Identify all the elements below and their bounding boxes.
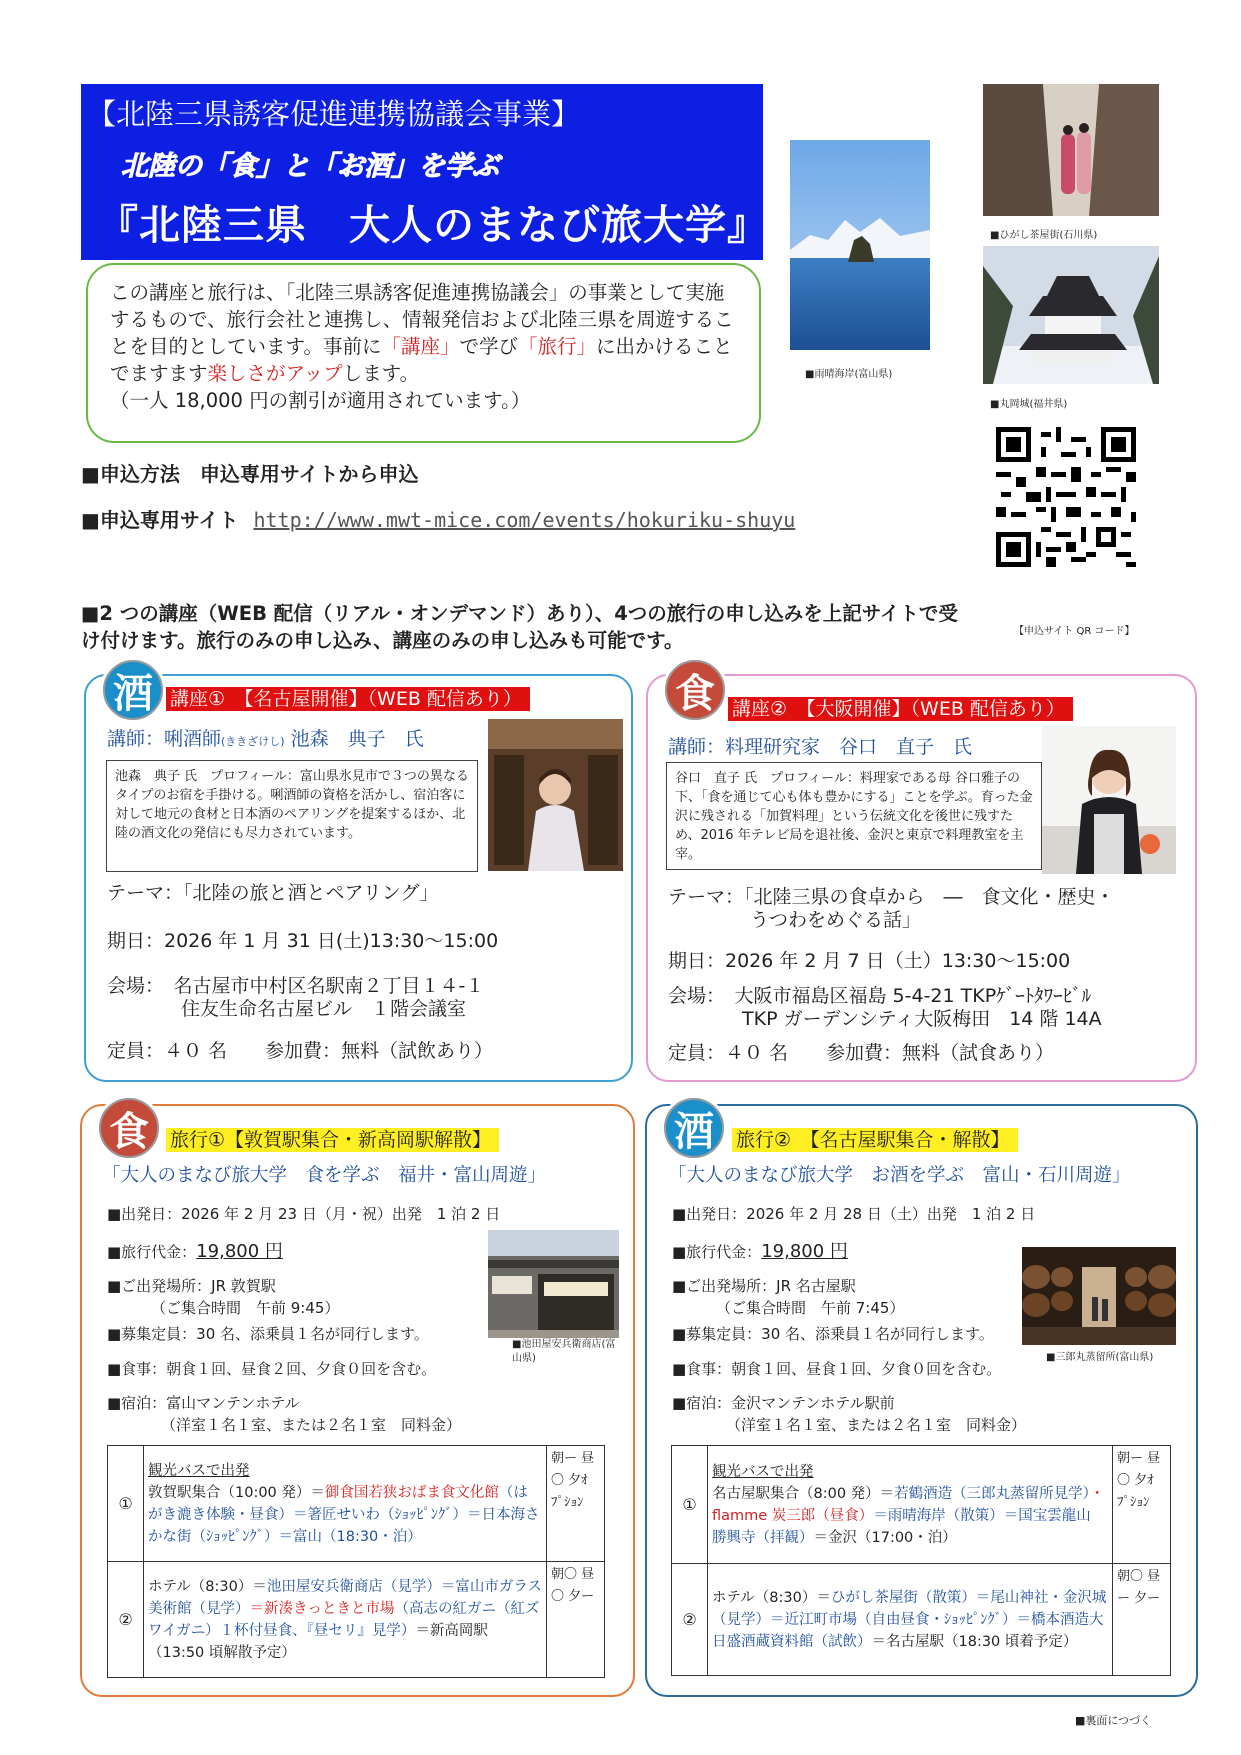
banner-line1: 【北陸三県誘客促進連携協議会事業】 — [87, 97, 581, 131]
intro-text-3: に出かけることでますます — [110, 335, 733, 385]
intro-text-4: します。 — [342, 362, 420, 385]
lecture1-date: 期日：2026 年 1 月 31 日(土)13:30～15:00 — [107, 930, 499, 952]
table-row: ① 観光バスで出発 名古屋駅集合（8:00 発）＝若鶴酒造（三郎丸蒸留所見学）・ flamme 炭三郎（昼食）＝雨晴海岸（散策）＝国宝雲龍山 勝興寺（拝観）＝金沢（17:00・泊） 朝ー 昼〇 夕ｵﾌﾟｼｮﾝ — [672, 1446, 1171, 1564]
table-row: ② ホテル（8:30）＝ひがし茶屋街（散策）＝尾山神社・金沢城（見学）＝近江町市場（自由昼食・ｼｮｯﾋﾟﾝｸﾞ）＝橋本酒造大日盛酒蔵資料館（試飲）＝名古屋駅（18:30 頃着予定） 朝〇 昼ー 夕ー — [672, 1564, 1171, 1676]
tour1-price: ■旅行代金：19,800 円 — [107, 1241, 283, 1262]
lecture2-teacher: 講師：料理研究家 谷口 直子 氏 — [668, 736, 973, 758]
intro-highlight-fun: 楽しさがアップ — [207, 362, 343, 385]
tour1-subtitle: 「大人のまなび旅大学 食を学ぶ 福井・富山周遊」 — [102, 1165, 547, 1186]
lecture2-capacity: 定員：４０ 名 参加費：無料（試食あり） — [668, 1042, 1055, 1064]
footer-note: ■裏面につづく — [1075, 1714, 1152, 1727]
intro-highlight-tour: 「旅行」 — [517, 335, 596, 358]
tour1-hotel: ■宿泊：富山マンテンホテル （洋室１名１室、または２名１室 同料金） — [107, 1394, 462, 1434]
lecture1-teacher-photo — [488, 719, 623, 871]
tour1-meals: ■食事：朝食１回、昼食２回、夕食０回を含む。 — [107, 1360, 437, 1378]
tour2-depart: ■出発日：2026 年 2 月 28 日（土）出発 1 泊 2 日 — [672, 1205, 1036, 1223]
intro-text-1: この講座と旅行は、「北陸三県誘客促進連携協議会」の事業として実施するもので、旅行会社と連携し、情報発信および北陸三県を周遊することを目的としています。事前に — [110, 281, 734, 358]
lecture2-venue: 会場： 大阪市福島区福島 5-4-21 TKPｹﾞｰﾄﾀﾜｰﾋﾞﾙ TKP ガーデンシティ大阪梅田 14 階 14A — [668, 985, 1102, 1030]
tour1-photo — [488, 1230, 619, 1338]
lecture1-teacher: 講師：唎酒師(ききざけし) 池森 典子 氏 — [107, 728, 424, 750]
maruoka-photo — [983, 246, 1159, 384]
lecture2-date: 期日：2026 年 2 月 7 日（土）13:30～15:00 — [668, 950, 1071, 972]
maruoka-caption: ■丸岡城(福井県) — [990, 399, 1068, 410]
banner-title: 『北陸三県 大人のまなび旅大学』 — [97, 201, 769, 249]
food-icon: 食 — [96, 1095, 162, 1161]
tour2-schedule — [671, 1445, 1171, 1676]
lecture2-teacher-photo — [1042, 726, 1176, 874]
tour1-schedule — [107, 1445, 605, 1678]
lecture1-profile: 池森 典子 氏 プロフィール：富山県氷見市で３つの異なるタイプのお宿を手掛ける。唎酒師の資格を活かし、宿泊客に対して地元の食材と日本酒のペアリングを提案するほか、北陸の酒文化の発信にも尽力されています。 — [106, 760, 478, 872]
tour2-photo-caption: ■三郎丸蒸留所(富山県) — [1046, 1352, 1154, 1363]
lecture1-theme: テーマ：「北陸の旅と酒とペアリング」 — [107, 882, 439, 904]
apply-method: ■申込方法 申込専用サイトから申込 — [81, 462, 419, 486]
apply-site-label: ■申込専用サイト — [81, 508, 239, 532]
table-row: ① 観光バスで出発 敦賀駅集合（10:00 発）＝御食国若狭おばま食文化館（はがき漉き体験・昼食）＝箸匠せいわ（ｼｮｯﾋﾟﾝｸﾞ）＝日本海さかな街（ｼｮｯﾋﾟﾝｸﾞ）＝富山（18:30・泊） 朝ー 昼〇 夕ｵﾌﾟｼｮﾝ — [108, 1446, 605, 1562]
tour2-price: ■旅行代金：19,800 円 — [672, 1241, 848, 1262]
lecture1-title: 講座① 【名古屋開催】（WEB 配信あり） — [166, 684, 530, 711]
tour2-capacity: ■募集定員：30 名、添乗員１名が同行します。 — [672, 1325, 994, 1343]
sake-icon: 酒 — [661, 1095, 727, 1161]
lecture2-profile: 谷口 直子 氏 プロフィール：料理家である母 谷口雅子の下、「食を通じて心も体も豊かにする」ことを学ぶ。育った金沢に残される「加賀料理」という伝統文化を後世に残すため、2016 年テレビ局を退社後、金沢と東京で料理教室を主宰。 — [666, 762, 1042, 870]
lead-text: ■2 つの講座（WEB 配信（リアル・オンデマンド）あり）、4つの旅行の申し込みを上記サイトで受け付けます。旅行のみの申し込み、講座のみの申し込みも可能です。 — [81, 602, 958, 652]
intro-discount: （一人 18,000 円の割引が適用されています。） — [110, 389, 531, 412]
sake-icon: 酒 — [100, 657, 166, 723]
qr-caption: 【申込サイト QR コード】 — [1014, 626, 1135, 637]
tour1-photo-caption: ■池田屋安兵衛商店(富山県) — [512, 1339, 616, 1364]
banner-line2: 北陸の「食」と「お酒」を学ぶ — [121, 151, 499, 182]
tour1-title: 旅行①【敦賀駅集合・新高岡駅解散】 — [166, 1125, 499, 1152]
food-icon: 食 — [662, 657, 728, 723]
tour2-hotel: ■宿泊：金沢マンテンホテル駅前 （洋室１名１室、または２名１室 同料金） — [672, 1394, 1027, 1434]
lecture2-title: 講座② 【大阪開催】（WEB 配信あり） — [728, 694, 1073, 721]
tour1-capacity: ■募集定員：30 名、添乗員１名が同行します。 — [107, 1325, 429, 1343]
intro-text-2: で学び — [459, 335, 518, 358]
tour1-place: ■ご出発場所：JR 敦賀駅 （ご集合時間 午前 9:45） — [107, 1277, 340, 1317]
apply-site — [81, 504, 795, 533]
tour2-meals: ■食事：朝食１回、昼食１回、夕食０回を含む。 — [672, 1360, 1002, 1378]
intro-box — [86, 263, 761, 443]
table-row: ② ホテル（8:30）＝池田屋安兵衛商店（見学）＝富山市ガラス美術館（見学）＝新湊きっときと市場（高志の紅ガニ（紅ズワイガニ）１杯付昼食、『昼セリ』見学）＝新高岡駅（13:50 頃解散予定） 朝〇 昼〇 夕ー — [108, 1562, 605, 1678]
tour2-place: ■ご出発場所：JR 名古屋駅 （ご集合時間 午前 7:45） — [672, 1277, 905, 1317]
amaharashi-caption: ■雨晴海岸(富山県) — [805, 369, 893, 380]
lecture1-venue: 会場： 名古屋市中村区名駅南２丁目１４-１ 住友生命名古屋ビル １階会議室 — [107, 975, 485, 1020]
header-banner — [81, 84, 769, 260]
lecture2-theme: テーマ：「北陸三県の食卓から ― 食文化・歴史・ うつわをめぐる話」 — [668, 886, 1115, 931]
tour2-photo — [1022, 1247, 1176, 1345]
tour2-subtitle: 「大人のまなび旅大学 お酒を学ぶ 富山・石川周遊」 — [668, 1165, 1131, 1186]
higashi-photo — [983, 84, 1159, 216]
higashi-caption: ■ひがし茶屋街(石川県) — [990, 230, 1098, 241]
apply-site-link[interactable]: http://www.mwt-mice.com/events/hokuriku-shuyu — [253, 508, 796, 532]
intro-highlight-lecture: 「講座」 — [381, 335, 460, 358]
qr-code[interactable] — [996, 427, 1136, 567]
lecture1-capacity: 定員：４０ 名 参加費：無料（試飲あり） — [107, 1040, 494, 1062]
amaharashi-photo — [790, 140, 930, 350]
tour2-title: 旅行② 【名古屋駅集合・解散】 — [732, 1125, 1018, 1152]
tour1-depart: ■出発日：2026 年 2 月 23 日（月・祝）出発 1 泊 2 日 — [107, 1205, 501, 1223]
